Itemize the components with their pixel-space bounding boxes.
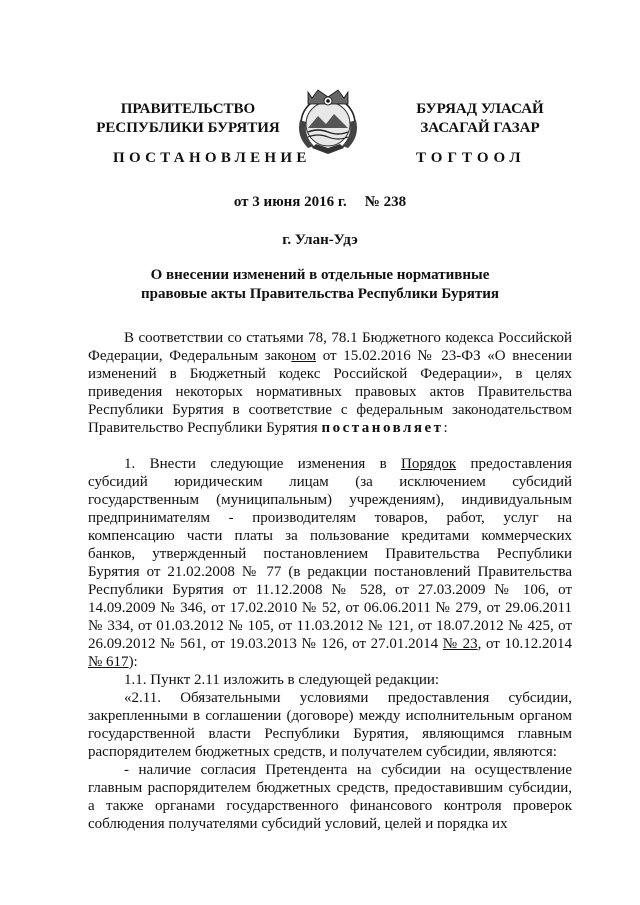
- government-name-buryat-line2: ЗАСАГАЙ ГАЗАР: [420, 120, 540, 136]
- decree-word: постановляет: [321, 420, 444, 436]
- decree-title-line1: О внесении изменений в отдельные нормативные: [150, 267, 490, 283]
- federal-law-link[interactable]: ном: [291, 348, 317, 364]
- act-type-buryat: ТОГТООЛ: [416, 150, 526, 166]
- decree-title-line2: правовые акты Правительства Республики Бурятия: [140, 286, 500, 302]
- government-name-line2: РЕСПУБЛИКИ БУРЯТИЯ: [96, 120, 280, 136]
- coat-of-arms-buryatia-icon: [294, 84, 362, 156]
- decree-date: от 3 июня 2016 г.: [233, 194, 347, 210]
- act-type-russian: ПОСТАНОВЛЕНИЕ: [113, 150, 311, 166]
- item-1-paragraph: 1. Внести следующие изменения в Порядок предоставления субсидий юридическим лицам (за исключением субсидий государственным (муниципальным) учреждениям), индивидуальным предпринимателям - производителям товаров, работ, услуг на компенсацию части платы за пользование кредитами коммерческих банков, утвержденный постановлением Правительства Республики Бурятия от 21.02.2008 № 77 (в редакции постановлений Правительства Республики Бурятия от 11.12.2008 № 528, от 27.03.2009 № 106, от 14.09.2009 № 346, от 17.02.2010 № 52, от 06.06.2011 № 279, от 29.06.2011 № 334, от 01.03.2012 № 105, от 11.03.2012 № 121, от 18.07.2012 № 425, от 26.09.2012 № 561, от 19.03.2013 № 126, от 27.01.2014 № 23, от 10.12.2014 № 617):: [88, 456, 572, 670]
- decree-title: [0, 266, 640, 304]
- decree-number: № 238: [364, 194, 407, 210]
- decree-city: г. Улан-Удэ: [282, 232, 358, 248]
- decree-617-link[interactable]: № 617: [88, 654, 129, 670]
- decree-body: [88, 329, 572, 833]
- government-name-russian: [88, 100, 288, 138]
- item-1-1-paragraph: 1.1. Пункт 2.11 изложить в следующей редакции:: [124, 672, 440, 688]
- government-name-buryat-line1: БУРЯАД УЛАСАЙ: [416, 101, 544, 117]
- decree-date-number: [0, 194, 640, 211]
- bullet-paragraph: - наличие согласия Претендента на субсидии на осуществление главным распорядителем бюджетных средств, предоставившим субсидии, а также органами государственного финансового контроля проверок соблюдения получателями субсидий условий, целей и порядка их: [88, 762, 572, 832]
- decree-23-link[interactable]: № 23: [442, 636, 478, 652]
- government-name-line1: ПРАВИТЕЛЬСТВО: [120, 101, 256, 117]
- clause-2-11-paragraph: «2.11. Обязательными условиями предоставления субсидии, закрепленными в соглашении (договоре) между исполнительным органом государственной власти Республики Бурятия, являющимся главным распорядителем бюджетных средств, и получателем субсидии, являются:: [88, 690, 572, 760]
- order-link[interactable]: Порядок: [400, 456, 457, 472]
- preamble-paragraph: В соответствии со статьями 78, 78.1 Бюджетного кодекса Российской Федерации, Федеральным законом от 15.02.2016 № 23-ФЗ «О внесении изменений в Бюджетный кодекс Российской Федерации», в целях приведения некоторых нормативных правовых актов Правительства Республики Бурятия в соответствие с федеральным законодательством Правительство Республики Бурятия постановляет:: [88, 330, 572, 436]
- government-name-buryat: [380, 100, 580, 138]
